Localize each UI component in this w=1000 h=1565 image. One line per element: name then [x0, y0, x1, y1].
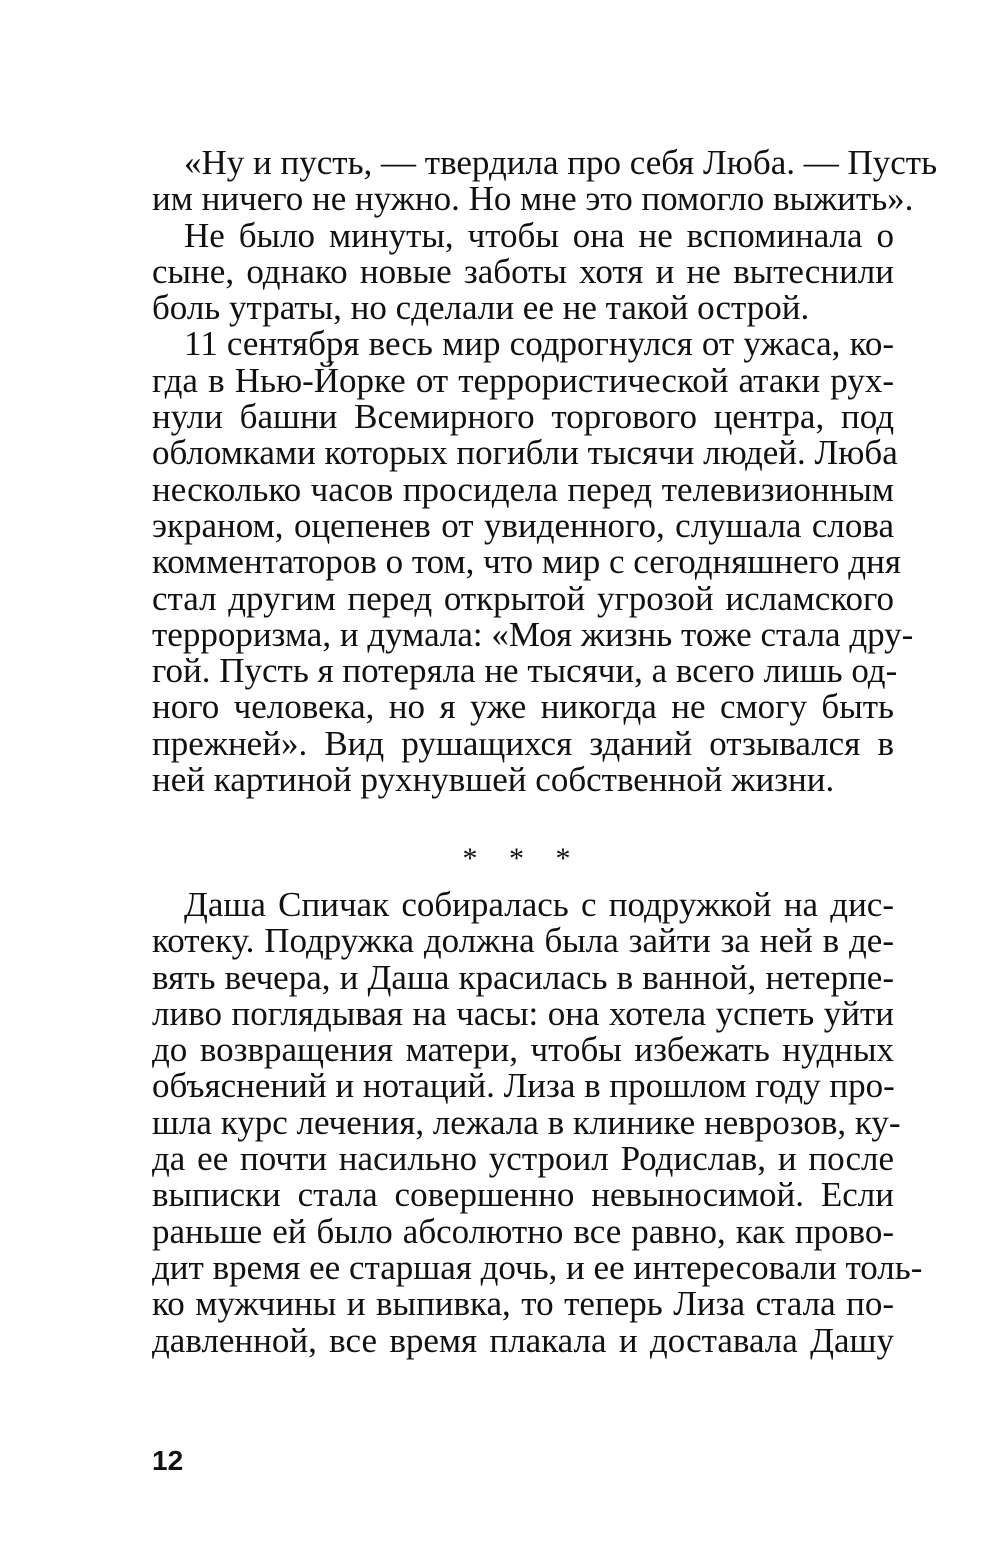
text-line: объяснений и нотаций. Лиза в прошлом году про- [152, 1066, 895, 1106]
text-line: 11 сентября весь мир содрогнулся от ужаса, ко- [184, 324, 894, 364]
text-line: гда в Нью-Йорке от террористической атаки рух- [152, 360, 894, 400]
text-line: выписки стала совершенно невыносимой. Если [152, 1175, 894, 1215]
paragraph-4 [152, 885, 923, 1360]
text-line: нули башни Всемирного торгового центра, под [152, 397, 894, 437]
text-line: ного человека, но я уже никогда не смогу быть [152, 687, 894, 727]
text-line: ливо поглядывая на часы: она хотела успеть уйти [152, 993, 894, 1033]
text-line: ко мужчины и выпивка, то теперь Лиза стала по- [152, 1284, 894, 1324]
text-line: Даша Спичак собиралась с подружкой на дис- [184, 885, 894, 924]
text-line: дит время ее старшая дочь, и ее интересовали толь- [152, 1247, 923, 1287]
text-line: прежней». Вид рушащихся зданий отзывался в [152, 723, 894, 763]
text-line: шла курс лечения, лежала в клинике неврозов, ку- [152, 1102, 901, 1142]
text-line: стал другим перед открытой угрозой исламского [152, 578, 894, 618]
paragraph-1 [152, 143, 938, 219]
text-line: давленной, все время плакала и доставала Дашу [152, 1320, 894, 1360]
paragraph-3 [152, 324, 914, 800]
text-line: им ничего не нужно. Но мне это помогло выжить». [152, 179, 914, 219]
text-line: да ее почти насильно устроил Родислав, и после [152, 1139, 894, 1179]
text-line: вять вечера, и Даша красилась в ванной, нетерпе- [152, 957, 894, 997]
text-line: обломками которых погибли тысячи людей. Люба [152, 433, 898, 473]
text-line: сыне, однако новые заботы хотя и не вытеснили [152, 251, 894, 291]
text-line: экраном, оцепенев от увиденного, слушала слова [152, 505, 894, 545]
text-line: ней картиной рухнувшей собственной жизни. [152, 760, 835, 800]
text-block-top [152, 143, 938, 800]
page-number: 12 [152, 1445, 184, 1476]
text-line: комментаторов о том, что мир с сегодняшнего дня [152, 542, 901, 582]
text-line: до возвращения матери, чтобы избежать нудных [152, 1030, 894, 1070]
text-line: несколько часов просидела перед телевизионным [152, 469, 894, 509]
text-line: гой. Пусть я потеряла не тысячи, а всего лишь од- [152, 651, 898, 691]
section-separator: * * * [462, 842, 583, 875]
text-line: раньше ей было абсолютно все равно, как прово- [152, 1211, 894, 1251]
text-line: боль утраты, но сделали ее не такой острой. [152, 288, 810, 328]
text-block-bottom [152, 885, 923, 1360]
text-line: «Ну и пусть, — твердила про себя Люба. — Пусть [184, 143, 938, 182]
text-line: котеку. Подружка должна была зайти за ней в де- [152, 921, 894, 961]
text-line: терроризма, и думала: «Моя жизнь тоже стала дру- [152, 614, 914, 654]
paragraph-2 [152, 215, 894, 328]
text-line: Не было минуты, чтобы она не вспоминала о [184, 215, 894, 255]
